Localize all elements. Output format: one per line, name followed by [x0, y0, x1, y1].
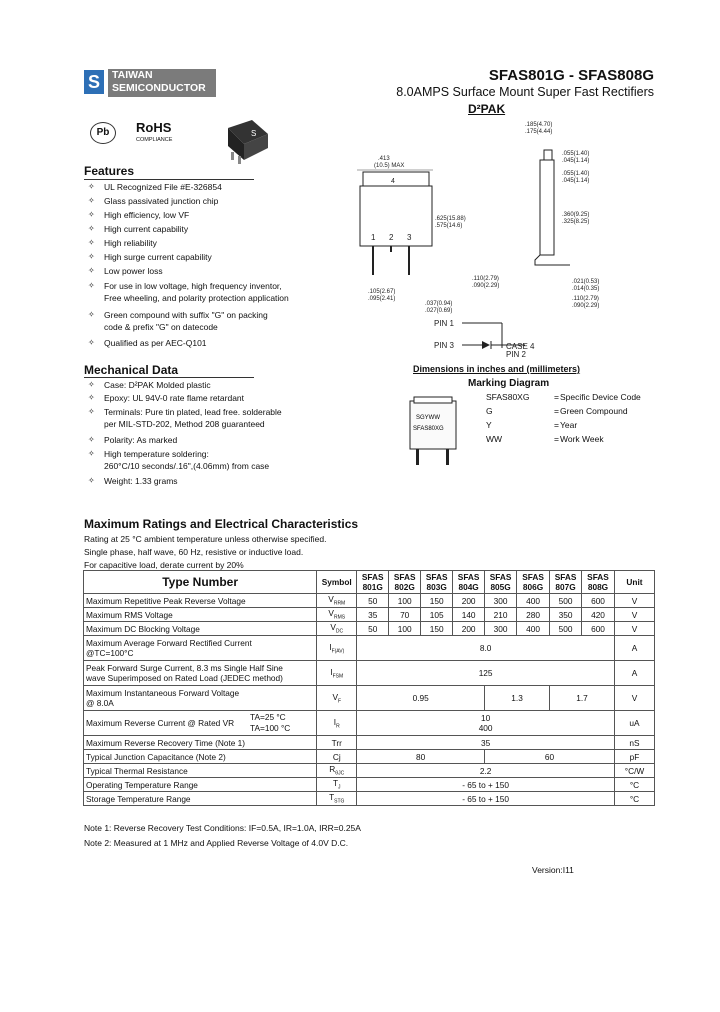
- table-cell: Operating Temperature Range: [84, 778, 317, 792]
- dim-label: .045(1.14): [562, 158, 590, 164]
- table-cell: V: [614, 686, 654, 711]
- cell-text: F(AV): [331, 648, 345, 655]
- cell-text: TA=100 °C: [250, 723, 291, 733]
- table-row: [84, 764, 655, 778]
- col-part: [517, 571, 550, 594]
- cell-text: I: [330, 666, 333, 677]
- cell-text: 801G: [362, 582, 383, 592]
- col-part: [485, 571, 517, 594]
- dim-label: .021(0.53): [572, 279, 600, 285]
- dim-label: .575(14.6): [435, 223, 463, 229]
- table-cell: 125: [357, 661, 615, 686]
- table-cell: Storage Temperature Range: [84, 792, 317, 806]
- cell-text: V: [330, 622, 336, 633]
- legend-eq: =: [554, 434, 559, 444]
- pb-free-icon: Pb: [90, 122, 116, 144]
- table-cell: pF: [614, 750, 654, 764]
- document-subtitle: 8.0AMPS Surface Mount Super Fast Rectifiers: [396, 85, 654, 99]
- table-cell: Trr: [317, 736, 357, 750]
- list-item: ✧ Terminals: Pure tin plated, lead free. solderable: [104, 405, 282, 419]
- table-cell: 400: [517, 594, 550, 608]
- table-cell: [317, 661, 357, 686]
- table-cell: 100: [389, 594, 421, 608]
- ratings-table: [83, 570, 655, 806]
- table-row: [84, 636, 655, 661]
- table-cell: 600: [582, 622, 615, 636]
- cell-text: @TC=100°C: [86, 648, 134, 658]
- cell-text: Maximum Instantaneous Forward Voltage: [86, 688, 240, 698]
- list-item: ✧ High current capability: [104, 222, 188, 236]
- list-item: ✧ Case: D²PAK Molded plastic: [104, 378, 211, 392]
- table-cell: [317, 792, 357, 806]
- cell-text: T: [332, 778, 339, 789]
- table-cell: Cj: [317, 750, 357, 764]
- dim-label: .185(4.70): [525, 122, 553, 128]
- dim-label: .105(2.67): [368, 289, 396, 295]
- cell-text: SFAS: [587, 572, 609, 582]
- col-part: [582, 571, 615, 594]
- pin2-label: PIN 2: [506, 350, 527, 359]
- table-cell: 105: [421, 608, 453, 622]
- pin-tab-label: 4: [391, 178, 395, 185]
- col-part: [453, 571, 485, 594]
- table-cell: [317, 608, 357, 622]
- dim-label: .090(2.29): [472, 283, 500, 289]
- table-cell: 400: [517, 622, 550, 636]
- legend-eq: =: [554, 420, 559, 430]
- cell-text: SFAS: [457, 572, 480, 582]
- dim-label: .037(0.94): [425, 301, 453, 307]
- table-cell: 200: [453, 622, 485, 636]
- package-name: D²PAK: [468, 102, 506, 116]
- dim-label: .110(2.79): [472, 276, 499, 282]
- table-cell: Maximum RMS Voltage: [84, 608, 317, 622]
- dim-label: .625(15.88): [435, 216, 466, 222]
- table-cell: 60: [485, 750, 615, 764]
- dim-label: .095(2.41): [368, 296, 396, 302]
- table-cell: [84, 686, 317, 711]
- cell-text: V: [332, 691, 338, 702]
- table-cell: 600: [582, 594, 615, 608]
- ratings-notes: [84, 533, 326, 572]
- table-cell: [84, 636, 317, 661]
- col-part: [550, 571, 582, 594]
- marking-heading: Marking Diagram: [468, 378, 550, 389]
- ratings-heading: Maximum Ratings and Electrical Characteristics: [84, 517, 359, 531]
- table-cell: [317, 622, 357, 636]
- features-list: [104, 180, 334, 360]
- cell-text: θJC: [335, 770, 345, 777]
- cell-text: SFAS: [425, 572, 448, 582]
- cell-text: I: [333, 716, 337, 727]
- table-cell: 70: [389, 608, 421, 622]
- mechanical-heading: Mechanical Data: [84, 363, 179, 377]
- package-photo-mark: S: [251, 129, 257, 138]
- table-cell: 500: [550, 594, 582, 608]
- dim-label: .175(4.44): [525, 129, 553, 135]
- table-cell: A: [614, 636, 654, 661]
- list-item: ✧ For use in low voltage, high frequency inventor,: [104, 279, 282, 293]
- table-cell: 140: [453, 608, 485, 622]
- legend-code: SFAS80XG: [486, 392, 530, 402]
- chip-line-2: SFAS80XG: [413, 426, 444, 432]
- cell-text: Maximum Reverse Current @ Rated VR: [86, 718, 235, 728]
- cell-text: 10: [480, 713, 491, 723]
- cell-text: F: [337, 698, 342, 705]
- cell-text: SFAS: [489, 572, 512, 582]
- table-cell: 8.0: [357, 636, 615, 661]
- cell-text: Peak Forward Surge Current, 8.3 ms Single Half Sine: [86, 663, 283, 673]
- table-cell: V: [614, 608, 654, 622]
- cell-text: RMS: [333, 614, 346, 621]
- cell-text: SFAS: [393, 572, 416, 582]
- document-title: SFAS801G - SFAS808G: [488, 67, 654, 84]
- table-cell: [84, 661, 317, 686]
- list-item: ✧ Low power loss: [104, 264, 163, 278]
- cell-text: 808G: [587, 582, 609, 592]
- list-item-continuation: code & prefix "G" on datecode: [104, 322, 218, 332]
- table-cell: 1.3: [485, 686, 550, 711]
- list-item: ✧ High reliability: [104, 236, 157, 250]
- legend-eq: =: [554, 392, 559, 402]
- rohs-sublabel: COMPLIANCE: [136, 137, 173, 143]
- rohs-badge: [136, 122, 172, 146]
- list-item: ✧ Qualified as per AEC-Q101: [104, 336, 207, 350]
- table-cell: 50: [357, 622, 389, 636]
- ratings-note: Rating at 25 °C ambient temperature unless otherwise specified.: [84, 534, 327, 544]
- chip-line-1: SGYWW: [416, 415, 440, 421]
- logo-line2: SEMICONDUCTOR: [112, 82, 206, 94]
- marking-legend: [486, 392, 686, 452]
- cell-text: SFAS: [522, 572, 544, 582]
- cell-text: TA=25 °C: [250, 712, 286, 722]
- pin1-label: PIN 1: [434, 319, 455, 328]
- table-row: [84, 622, 655, 636]
- cell-text: 802G: [394, 582, 415, 592]
- table-cell: nS: [614, 736, 654, 750]
- table-cell: [317, 764, 357, 778]
- cell-text: R: [336, 723, 340, 730]
- legend-desc: Specific Device Code: [560, 392, 641, 402]
- cell-text: I: [329, 641, 332, 652]
- table-cell: 350: [550, 608, 582, 622]
- dim-label: .360(9.25): [562, 212, 590, 218]
- col-part: [389, 571, 421, 594]
- table-cell: 280: [517, 608, 550, 622]
- table-row: [84, 736, 655, 750]
- table-cell: [317, 778, 357, 792]
- legend-desc: Year: [560, 420, 578, 430]
- list-item: ✧ Glass passivated junction chip: [104, 194, 218, 208]
- legend-code: Y: [486, 420, 492, 430]
- list-item: ✧ UL Recognized File #E-326854: [104, 180, 222, 194]
- version-label: Version:I11: [532, 865, 574, 875]
- table-cell: Typical Thermal Resistance: [84, 764, 317, 778]
- pin3-label: PIN 3: [434, 341, 455, 350]
- table-header-row: [84, 571, 655, 594]
- table-cell: Maximum Repetitive Peak Reverse Voltage: [84, 594, 317, 608]
- list-item-continuation: Free wheeling, and polarity protection application: [104, 293, 289, 303]
- company-logo-text: [108, 69, 216, 97]
- table-row: [84, 661, 655, 686]
- cell-text: DC: [335, 628, 344, 635]
- legend-desc: Green Compound: [560, 406, 628, 416]
- mechanical-list: [104, 378, 334, 490]
- table-row: [84, 594, 655, 608]
- dim-label: .014(0.35): [572, 286, 600, 292]
- cell-text: Maximum Average Forward Rectified Current: [86, 638, 252, 648]
- table-cell: 150: [421, 594, 453, 608]
- pin-number: 3: [407, 233, 412, 242]
- col-symbol: Symbol: [317, 571, 357, 594]
- ratings-note: Single phase, half wave, 60 Hz, resistive or inductive load.: [84, 547, 304, 557]
- cell-text: SFAS: [554, 572, 577, 582]
- cell-text: 807G: [555, 582, 576, 592]
- ratings-note: For capacitive load, derate current by 20%: [84, 560, 244, 570]
- table-cell: [357, 711, 615, 736]
- table-cell: Typical Junction Capacitance (Note 2): [84, 750, 317, 764]
- note-1: Note 1: Reverse Recovery Test Conditions: IF=0.5A, IR=1.0A, IRR=0.25A: [84, 823, 361, 833]
- dim-label: .027(0.69): [425, 308, 453, 314]
- table-cell: [317, 711, 357, 736]
- dim-label: .055(1.40): [562, 151, 590, 157]
- legend-code: G: [486, 406, 493, 416]
- note-2: Note 2: Measured at 1 MHz and Applied Reverse Voltage of 4.0V D.C.: [84, 838, 349, 848]
- table-cell: 300: [485, 622, 517, 636]
- table-cell: V: [614, 622, 654, 636]
- list-item: ✧ Green compound with suffix "G" on packing: [104, 308, 268, 322]
- cell-text: STG: [334, 798, 345, 805]
- table-cell: V: [614, 594, 654, 608]
- table-cell: 50: [357, 594, 389, 608]
- col-part: [357, 571, 389, 594]
- table-row: [84, 608, 655, 622]
- list-item: ✧ High surge current capability: [104, 250, 212, 264]
- table-cell: 300: [485, 594, 517, 608]
- col-type: Type Number: [84, 571, 317, 594]
- list-item: ✧ Weight: 1.33 grams: [104, 474, 178, 488]
- table-cell: - 65 to + 150: [357, 778, 615, 792]
- dim-label: .110(2.79): [572, 296, 599, 302]
- case-label: CASE 4: [506, 342, 535, 351]
- table-cell: °C: [614, 778, 654, 792]
- cell-text: RRM: [333, 600, 346, 607]
- cell-text: V: [328, 594, 334, 605]
- dim-label: (10.5) MAX: [374, 163, 405, 169]
- cell-text: 803G: [426, 582, 447, 592]
- table-row: [84, 686, 655, 711]
- cell-text: T: [329, 792, 335, 803]
- package-dimension-drawing: [330, 122, 630, 380]
- table-row: [84, 778, 655, 792]
- cell-text: R: [329, 764, 336, 775]
- table-cell: 35: [357, 736, 615, 750]
- table-cell: 100: [389, 622, 421, 636]
- table-cell: 210: [485, 608, 517, 622]
- list-item-continuation: 260°C/10 seconds/.16",(4.06mm) from case: [104, 461, 270, 471]
- table-cell: 35: [357, 608, 389, 622]
- pin-number: 2: [389, 233, 394, 242]
- list-item-continuation: per MIL-STD-202, Method 208 guaranteed: [104, 419, 265, 429]
- logo-line1: TAIWAN: [112, 69, 153, 81]
- dim-label: .325(8.25): [562, 219, 590, 225]
- table-cell: 420: [582, 608, 615, 622]
- table-cell: 0.95: [357, 686, 485, 711]
- col-part: [421, 571, 453, 594]
- col-unit: Unit: [614, 571, 654, 594]
- dim-label: .055(1.40): [562, 171, 590, 177]
- legend-code: WW: [486, 434, 503, 444]
- table-cell: - 65 to + 150: [357, 792, 615, 806]
- dim-label: .090(2.29): [572, 303, 600, 309]
- cell-text: @ 8.0A: [86, 698, 114, 708]
- table-cell: 150: [421, 622, 453, 636]
- table-cell: A: [614, 661, 654, 686]
- table-cell: [317, 686, 357, 711]
- cell-text: FSM: [332, 673, 344, 680]
- table-cell: [317, 594, 357, 608]
- table-row: [84, 750, 655, 764]
- cell-text: SFAS: [361, 572, 384, 582]
- cell-text: 805G: [490, 582, 511, 592]
- pin-number: 1: [371, 233, 376, 242]
- cell-text: 806G: [522, 582, 544, 592]
- table-cell: 2.2: [357, 764, 615, 778]
- diode-symbol-icon: [482, 341, 490, 349]
- marking-chip-drawing: [404, 395, 460, 471]
- cell-text: 400: [478, 723, 493, 733]
- table-cell: 1.7: [550, 686, 615, 711]
- dimensions-caption: Dimensions in inches and (millimeters): [413, 364, 581, 374]
- list-item: ✧ Epoxy: UL 94V-0 rate flame retardant: [104, 391, 244, 405]
- table-cell: Maximum Reverse Recovery Time (Note 1): [84, 736, 317, 750]
- table-cell: Maximum DC Blocking Voltage: [84, 622, 317, 636]
- cell-text: wave Superimposed on Rated Load (JEDEC method): [86, 673, 283, 683]
- cell-text: 804G: [458, 582, 479, 592]
- list-item: ✧ High efficiency, low VF: [104, 208, 189, 222]
- legend-desc: Work Week: [560, 434, 604, 444]
- legend-eq: =: [554, 406, 559, 416]
- table-row: [84, 711, 655, 736]
- table-cell: uA: [614, 711, 654, 736]
- list-item: ✧ High temperature soldering:: [104, 447, 209, 461]
- table-cell: [84, 711, 317, 736]
- table-cell: [317, 636, 357, 661]
- table-cell: 200: [453, 594, 485, 608]
- dim-label: .045(1.14): [562, 178, 590, 184]
- table-cell: °C: [614, 792, 654, 806]
- table-row: [84, 792, 655, 806]
- package-photo-icon: [218, 116, 274, 164]
- table-cell: 500: [550, 622, 582, 636]
- dim-label: .413: [378, 156, 390, 162]
- table-cell: 80: [357, 750, 485, 764]
- rohs-label: RoHS: [136, 120, 172, 135]
- cell-text: J: [338, 784, 341, 791]
- cell-text: V: [328, 608, 334, 619]
- list-item: ✧ Polarity: As marked: [104, 433, 177, 447]
- table-cell: °C/W: [614, 764, 654, 778]
- company-logo-mark: S: [84, 70, 104, 94]
- features-heading: Features: [84, 164, 135, 178]
